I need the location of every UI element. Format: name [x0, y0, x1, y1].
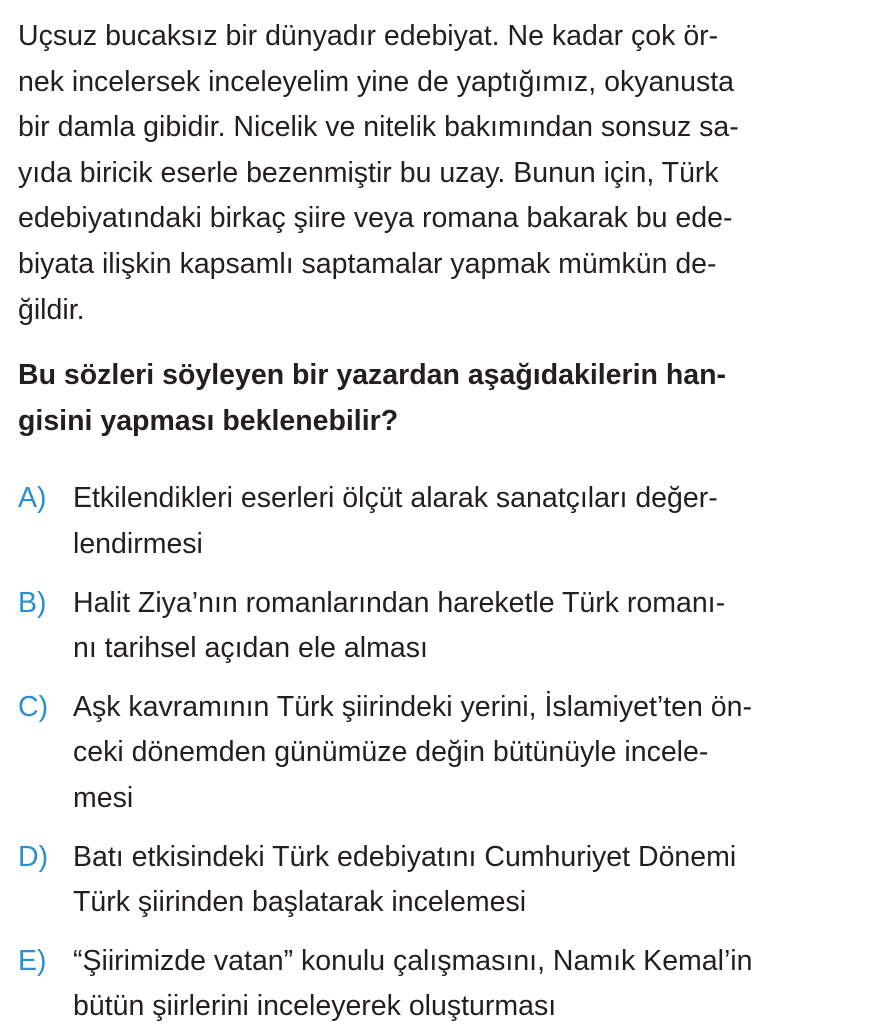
passage-line: bir damla gibidir. Nicelik ve nitelik bakımından sonsuz sa- — [18, 111, 739, 144]
question-stem — [18, 353, 858, 444]
option-text-line: mesi — [73, 781, 134, 814]
option-text-line: ceki dönemden günümüze değin bütünüyle incele- — [73, 736, 709, 769]
passage-line: Uçsuz bucaksız bir dünyadır edebiyat. Ne kadar çok ör- — [18, 20, 719, 52]
option-text-line: Türk şiirinden başlatarak incelemesi — [73, 886, 527, 919]
option-letter: B) — [18, 586, 47, 619]
answer-options — [18, 476, 858, 1030]
option-a[interactable] — [18, 476, 858, 567]
option-text-line: lendirmesi — [73, 527, 203, 560]
passage-line: yıda biricik eserle bezenmiştir bu uzay. Bunun için, Türk — [18, 156, 719, 189]
option-text-line: nı tarihsel açıdan ele alması — [73, 632, 428, 665]
option-letter: D) — [18, 840, 49, 873]
option-text-line: Halit Ziya’nın romanlarından hareketle Türk romanı- — [73, 586, 726, 619]
option-letter: C) — [18, 690, 49, 723]
option-e[interactable] — [18, 939, 858, 1030]
option-b[interactable] — [18, 581, 858, 672]
option-letter: A) — [18, 482, 47, 515]
question-line: gisini yapması beklenebilir? — [18, 404, 399, 437]
passage — [18, 0, 858, 333]
question-page — [18, 0, 858, 1030]
option-text-line: Batı etkisindeki Türk edebiyatını Cumhuriyet Dönemi — [73, 840, 737, 873]
option-text-line: Aşk kavramının Türk şiirindeki yerini, İslamiyet’ten ön- — [73, 690, 752, 723]
option-text-line: Etkilendikleri eserleri ölçüt alarak sanatçıları değer- — [73, 482, 718, 515]
passage-line: ğildir. — [18, 293, 85, 326]
option-text-line: “Şiirimizde vatan” konulu çalışmasını, Namık Kemal’in — [73, 944, 753, 977]
option-c[interactable] — [18, 685, 858, 822]
passage-line: edebiyatındaki birkaç şiire veya romana bakarak bu ede- — [18, 202, 733, 235]
option-letter: E) — [18, 944, 47, 977]
question-line: Bu sözleri söyleyen bir yazardan aşağıdakilerin han- — [18, 359, 727, 392]
option-d[interactable] — [18, 835, 858, 926]
passage-line: nek incelersek inceleyelim yine de yaptığımız, okyanusta — [18, 65, 735, 98]
option-text-line: bütün şiirlerini inceleyerek oluşturması — [73, 990, 557, 1023]
passage-line: biyata ilişkin kapsamlı saptamalar yapmak mümkün de- — [18, 247, 717, 280]
